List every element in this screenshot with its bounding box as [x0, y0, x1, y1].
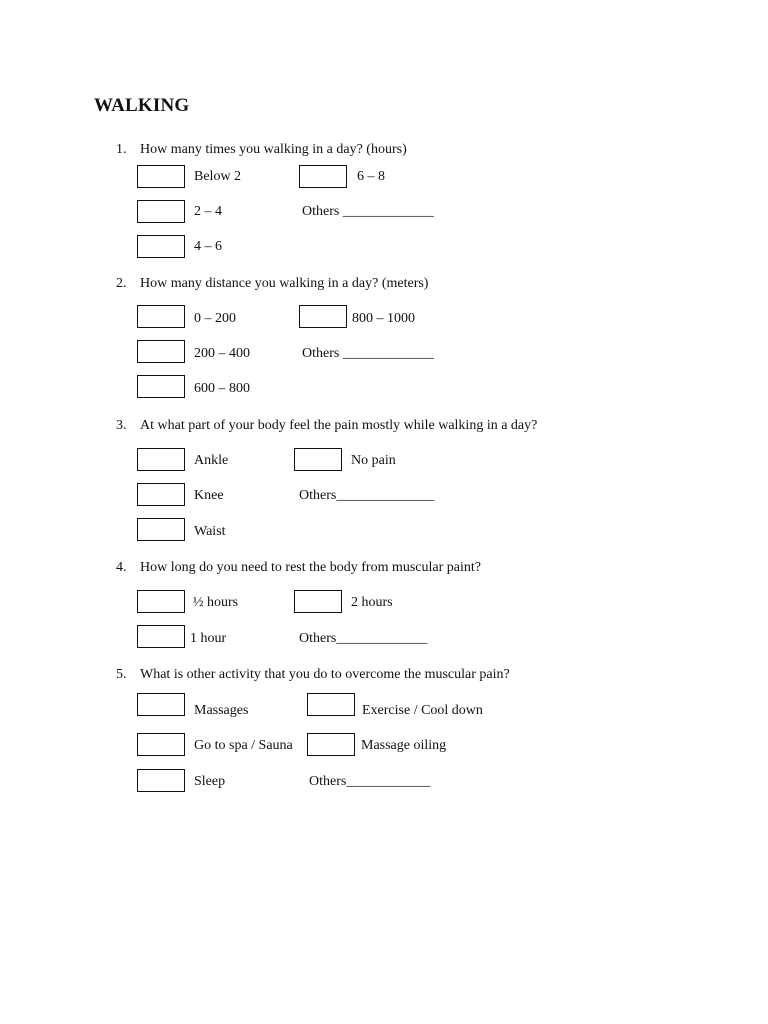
option-label: 2 hours	[351, 595, 393, 610]
checkbox-600-800[interactable]	[137, 375, 185, 398]
option-label: Ankle	[194, 453, 229, 468]
others-field[interactable]: Others _____________	[302, 204, 434, 219]
question-text: How many distance you walking in a day? (meters)	[140, 276, 429, 291]
option-label: Massage oiling	[361, 738, 447, 753]
option-label: 0 – 200	[194, 311, 236, 326]
option-label: No pain	[351, 453, 396, 468]
option-label: Exercise / Cool down	[362, 703, 483, 718]
question-number: 1.	[116, 142, 127, 157]
option-label: 1 hour	[190, 631, 227, 646]
checkbox-spa-sauna[interactable]	[137, 733, 185, 756]
page-title: WALKING	[94, 95, 190, 116]
checkbox-ankle[interactable]	[137, 448, 185, 471]
checkbox-knee[interactable]	[137, 483, 185, 506]
question-number: 3.	[116, 418, 127, 433]
others-field[interactable]: Others _____________	[302, 346, 434, 361]
question-number: 4.	[116, 560, 127, 575]
checkbox-exercise-cool-down[interactable]	[307, 693, 355, 716]
others-field[interactable]: Others______________	[299, 488, 435, 503]
checkbox-massages[interactable]	[137, 693, 185, 716]
checkbox-800-1000[interactable]	[299, 305, 347, 328]
checkbox-2-4[interactable]	[137, 200, 185, 223]
checkbox-4-6[interactable]	[137, 235, 185, 258]
option-label: Go to spa / Sauna	[194, 738, 293, 753]
checkbox-2-hours[interactable]	[294, 590, 342, 613]
option-label: 6 – 8	[357, 169, 385, 184]
option-label: 600 – 800	[194, 381, 250, 396]
option-label: 2 – 4	[194, 204, 222, 219]
option-label: Waist	[194, 524, 226, 539]
question-number: 5.	[116, 667, 127, 682]
checkbox-waist[interactable]	[137, 518, 185, 541]
checkbox-1-hour[interactable]	[137, 625, 185, 648]
option-label: ½ hours	[193, 595, 239, 610]
question-text: How many times you walking in a day? (hours)	[140, 142, 407, 157]
checkbox-no-pain[interactable]	[294, 448, 342, 471]
question-text: How long do you need to rest the body from muscular paint?	[140, 560, 481, 575]
question-text: At what part of your body feel the pain mostly while walking in a day?	[140, 418, 538, 433]
option-label: 200 – 400	[194, 346, 250, 361]
option-label: Knee	[194, 488, 224, 503]
others-field[interactable]: Others_____________	[299, 631, 428, 646]
checkbox-sleep[interactable]	[137, 769, 185, 792]
option-label: Massages	[194, 703, 249, 718]
option-label: Below 2	[194, 169, 242, 184]
checkbox-6-8[interactable]	[299, 165, 347, 188]
option-label: 4 – 6	[194, 239, 222, 254]
checkbox-half-hour[interactable]	[137, 590, 185, 613]
checkbox-below-2[interactable]	[137, 165, 185, 188]
checkbox-200-400[interactable]	[137, 340, 185, 363]
checkbox-massage-oiling[interactable]	[307, 733, 355, 756]
question-number: 2.	[116, 276, 127, 291]
question-text: What is other activity that you do to overcome the muscular pain?	[140, 667, 510, 682]
option-label: Sleep	[194, 774, 226, 789]
checkbox-0-200[interactable]	[137, 305, 185, 328]
others-field[interactable]: Others____________	[309, 774, 431, 789]
option-label: 800 – 1000	[352, 311, 415, 326]
